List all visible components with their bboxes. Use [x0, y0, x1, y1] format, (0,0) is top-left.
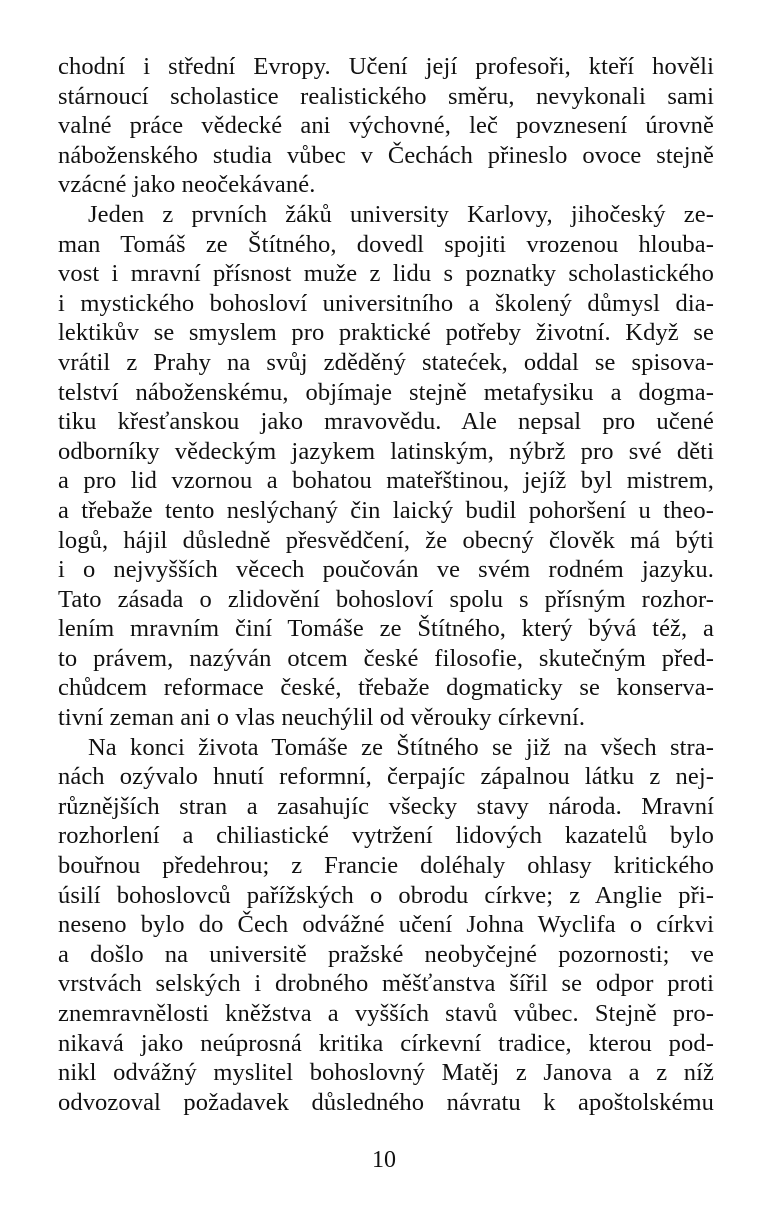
- text-line: chodní i střední Evropy. Učení její profesoři, kteří hověli: [58, 53, 714, 80]
- text-line: nikavá jako neúprosná kritika církevní tradice, kterou pod-: [58, 1029, 714, 1057]
- text-line: vrátil z Prahy na svůj zděděný statećek, oddal se spisova-: [58, 348, 714, 376]
- text-line: i o nejvyšších věcech poučován ve svém rodném jazyku.: [58, 556, 714, 584]
- text-line: bouřnou předehrou; z Francie doléhaly ohlasy kritického: [58, 852, 714, 880]
- text-line: lektikův se smyslem pro praktické potřeby životní. Když se: [58, 319, 714, 347]
- text-line: tiku křesťanskou jako mravovědu. Ale nepsal pro učené: [58, 408, 714, 436]
- text-line: to právem, nazýván otcem české filosofie, skutečným před-: [58, 644, 714, 672]
- text-line: nách ozývalo hnutí reformní, čerpajíc zápalnou látku z nej-: [58, 763, 714, 791]
- text-line: úsilí bohoslovců pařížských o obrodu církve; z Anglie při-: [58, 881, 714, 909]
- text-line: a třebaže tento neslýchaný čin laický budil pohoršení u theo-: [58, 496, 714, 524]
- text-line: znemravnělosti kněžstva a vyšších stavů vůbec. Stejně pro-: [58, 1000, 714, 1027]
- text-line: lením mravním činí Tomáše ze Štítného, který bývá též, a: [58, 615, 714, 643]
- text-line: rozhorlení a chiliastické vytržení lidových kazatelů bylo: [58, 822, 714, 850]
- text-line: odborníky vědeckým jazykem latinským, nýbrž pro své děti: [58, 437, 714, 465]
- text-line: náboženského studia vůbec v Čechách přineslo ovoce stejně: [58, 141, 714, 169]
- text-line: valné práce vědecké ani výchovné, leč povznesení úrovně: [58, 112, 714, 140]
- text-line: telství náboženskému, objímaje stejně metafysiku a dogma-: [58, 378, 714, 406]
- text-line: různějších stran a zasahujíc všecky stavy národa. Mravní: [58, 792, 714, 820]
- page-body: [58, 52, 714, 1117]
- page-number: 10: [372, 1147, 396, 1173]
- paragraph-1: [58, 52, 714, 200]
- text-line: odvozoval požadavek důsledného návratu k apoštolskému: [58, 1088, 714, 1116]
- text-line: vrstvách selských i drobného měšťanstva šířil se odpor proti: [58, 970, 714, 998]
- text-line: tivní zeman ani o vlas neuchýlil od věrouky církevní.: [58, 704, 586, 732]
- text-line: stárnoucí scholastice realistického směru, nevykonali sami: [58, 82, 714, 110]
- text-line: vost i mravní přísnost muže z lidu s poznatky scholastického: [58, 260, 714, 288]
- text-line: nikl odvážný myslitel bohoslovný Matěj z Janova a z níž: [58, 1059, 714, 1087]
- text-line: Na konci života Tomáše ze Štítného se již na všech stra-: [88, 733, 714, 761]
- paragraph-2: [58, 200, 714, 733]
- text-line: logů, hájil důsledně přesvědčení, že obecný člověk má býti: [58, 526, 714, 554]
- text-line: neseno bylo do Čech odvážné učení Johna Wyclifa o církvi: [58, 911, 714, 939]
- text-line: vzácné jako neočekávané.: [58, 171, 316, 199]
- text-line: Tato zásada o zlidovění bohosloví spolu s přísným rozhor-: [58, 585, 714, 613]
- text-line: a došlo na universitě pražské neobyčejné pozornosti; ve: [58, 940, 714, 968]
- text-line: a pro lid vzornou a bohatou mateřštinou, jejíž byl mistrem,: [58, 467, 714, 495]
- text-line: man Tomáš ze Štítného, dovedl spojiti vrozenou hlouba-: [58, 230, 714, 258]
- paragraph-3: [58, 733, 714, 1118]
- text-line: Jeden z prvních žáků university Karlovy, jihočeský ze-: [88, 200, 714, 228]
- text-line: chůdcem reformace české, třebaže dogmaticky se konserva-: [58, 674, 714, 702]
- text-line: i mystického bohosloví universitního a školený důmysl dia-: [58, 289, 714, 317]
